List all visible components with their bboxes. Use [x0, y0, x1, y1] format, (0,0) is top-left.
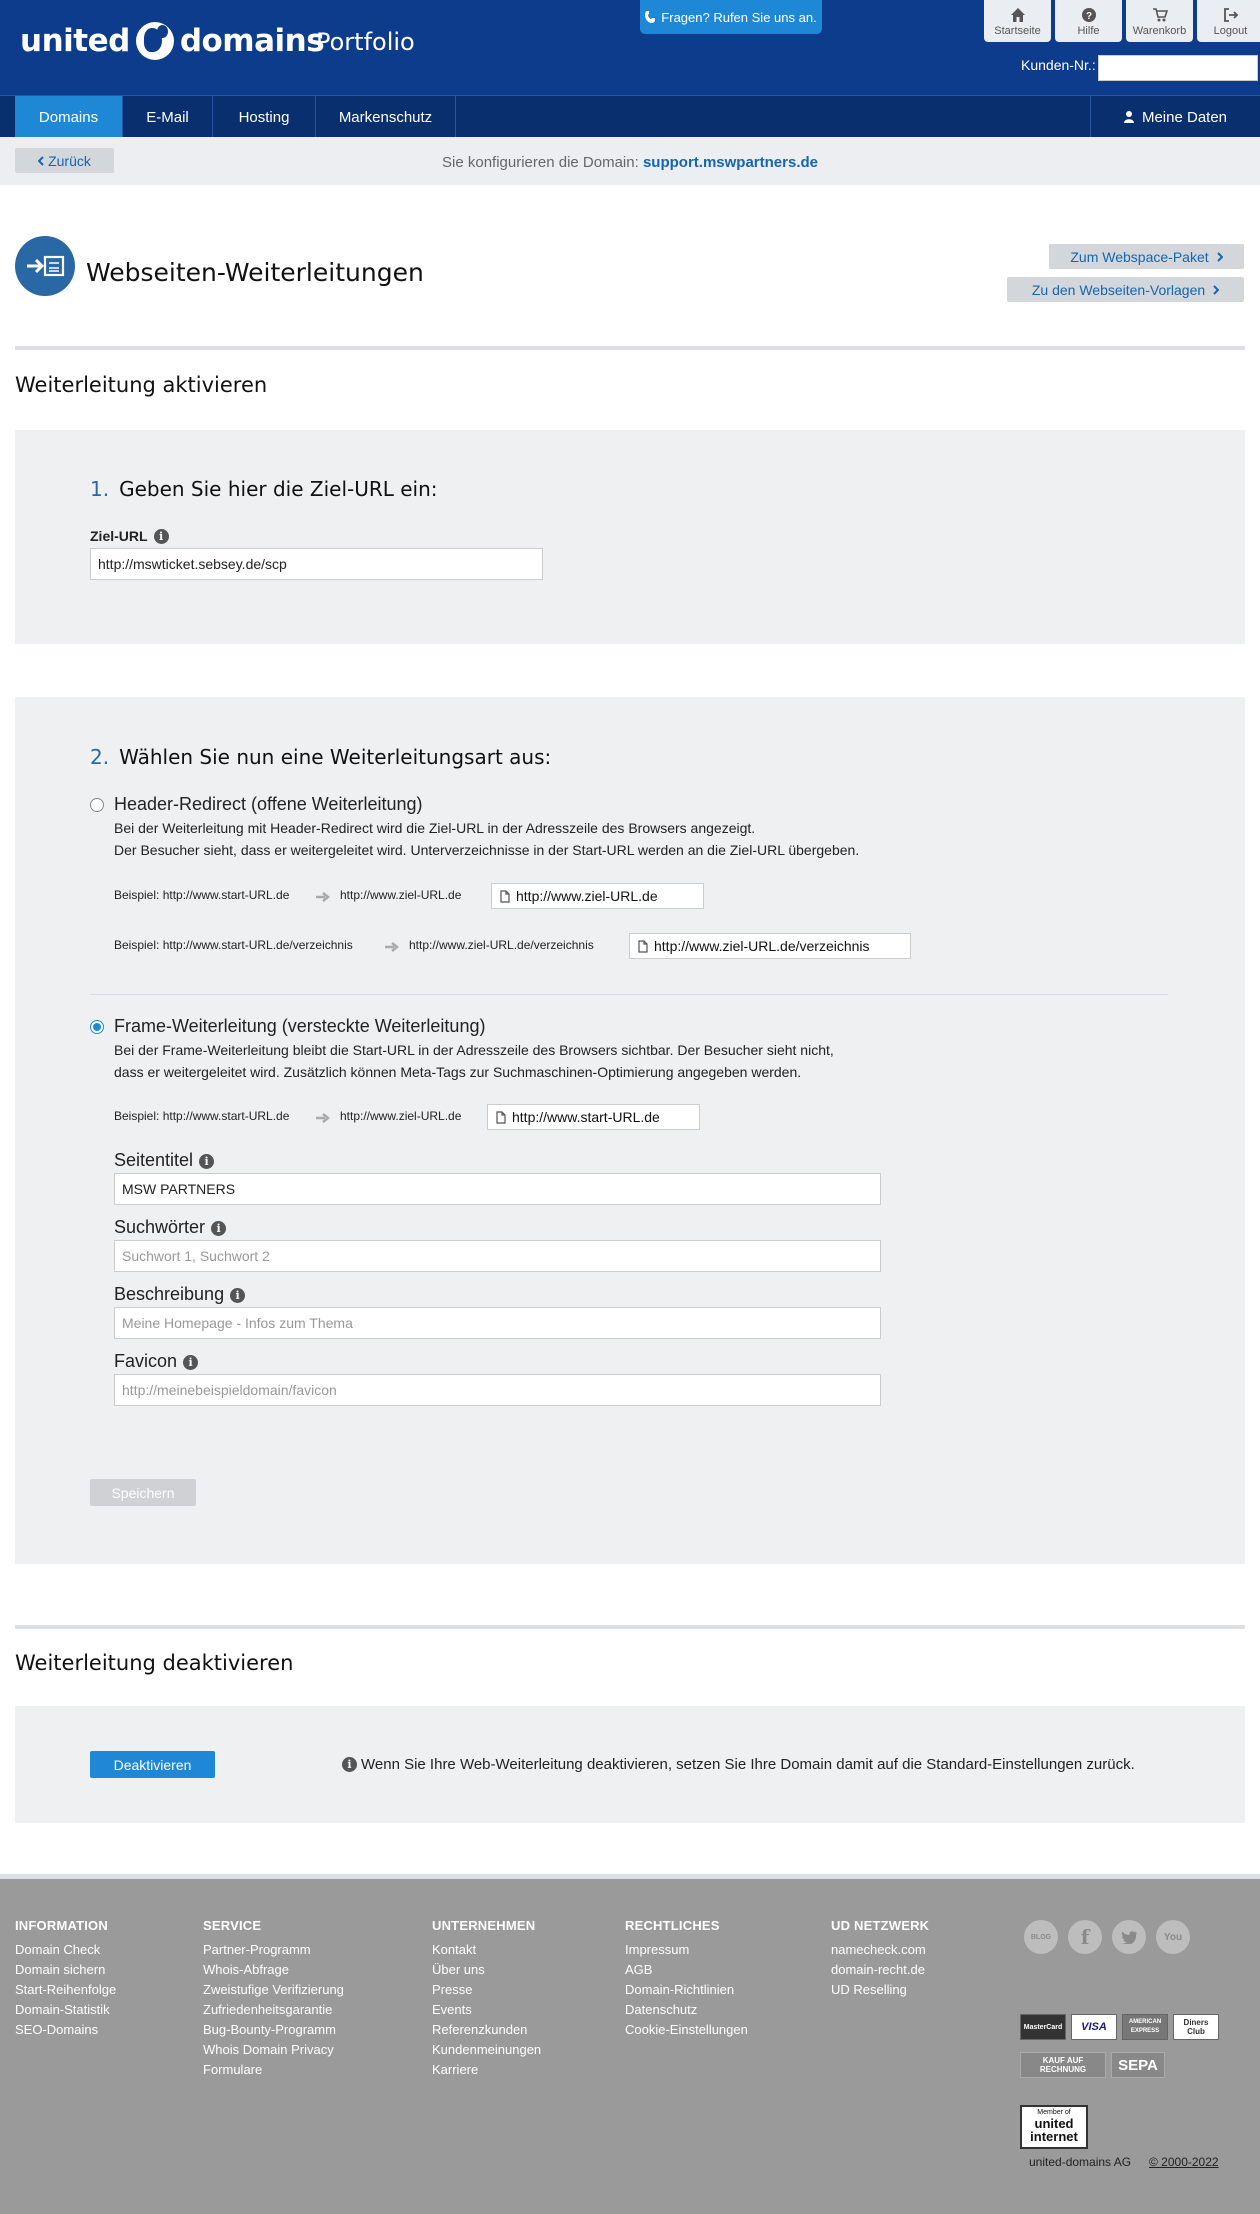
example2-url-text: http://www.ziel-URL.de/verzeichnis [654, 938, 870, 954]
webseiten-vorlagen-button[interactable] [1007, 277, 1244, 302]
deactivate-button[interactable]: Deaktivieren [90, 1751, 215, 1778]
separator [90, 994, 1168, 995]
suchwoerter-input[interactable]: Suchwort 1, Suchwort 2 [114, 1240, 881, 1272]
sepa-icon: SEPA [1111, 2052, 1165, 2078]
amex-icon: AMERICAN EXPRESS [1122, 2014, 1168, 2040]
footer-link[interactable]: Domain-Statistik [15, 2002, 110, 2017]
twitter-icon[interactable] [1112, 1920, 1146, 1954]
logo-text-right: domains [179, 23, 325, 59]
beschreibung-label [114, 1284, 245, 1305]
footer-link[interactable]: Presse [432, 1982, 473, 1997]
startseite-link[interactable] [984, 0, 1051, 42]
step2-title [90, 745, 551, 769]
seitentitel-input[interactable]: MSW PARTNERS [114, 1173, 881, 1205]
example1-start: Beispiel: http://www.start-URL.de [114, 888, 290, 902]
beschreibung-input[interactable]: Meine Homepage - Infos zum Thema [114, 1307, 881, 1339]
logout-link[interactable] [1197, 0, 1260, 42]
info-icon[interactable]: i [154, 529, 169, 544]
footer-information [15, 1918, 116, 2040]
step2-number: 2. [90, 745, 110, 769]
file-icon [638, 940, 648, 953]
hilfe-label: Hilfe [1077, 25, 1100, 37]
footer-heading: RECHTLICHES [625, 1918, 720, 1933]
frame-redirect-desc-line2: dass er weitergeleitet wird. Zusätzlich können Meta-Tags zur Suchmaschinen-Optimierung angegeben werden. [114, 1064, 802, 1080]
ziel-url-label [90, 528, 169, 544]
blog-icon[interactable]: BLOG [1024, 1920, 1058, 1954]
hilfe-link[interactable] [1055, 0, 1122, 42]
file-icon [500, 890, 510, 903]
footer-link[interactable]: Zufriedenheitsgarantie [203, 2002, 333, 2017]
footer-link[interactable]: Domain sichern [15, 1962, 106, 1977]
frame-redirect-radio[interactable] [90, 1020, 104, 1034]
invoice-icon: KAUF AUF RECHNUNG [1020, 2052, 1106, 2078]
seitentitel-label [114, 1150, 214, 1171]
footer-link[interactable]: Domain Check [15, 1942, 101, 1957]
footer-link[interactable]: Datenschutz [625, 2002, 698, 2017]
nav-domains[interactable]: Domains [15, 96, 123, 138]
step1-number: 1. [90, 477, 110, 501]
call-us-label: Fragen? Rufen Sie uns an. [661, 9, 817, 25]
webspace-paket-label: Zum Webspace-Paket [1070, 248, 1209, 265]
chevron-right-icon [1217, 252, 1223, 262]
step1-title [90, 477, 438, 501]
file-icon [496, 1111, 506, 1124]
footer-link[interactable]: Partner-Programm [203, 1942, 311, 1957]
domain-name[interactable]: support.mswpartners.de [642, 154, 818, 171]
nav-email[interactable]: E-Mail [123, 96, 213, 138]
suchwoerter-label-text: Suchwörter [114, 1217, 206, 1237]
footer-link[interactable]: Start-Reihenfolge [15, 1982, 117, 1997]
seitentitel-label-text: Seitentitel [114, 1150, 194, 1170]
deactivate-note [342, 1756, 1135, 1773]
activate-heading: Weiterleitung aktivieren [15, 373, 268, 397]
footer-link[interactable]: Karriere [432, 2062, 479, 2077]
kunden-nr-label: Kunden-Nr.: [1021, 57, 1096, 73]
favicon-input[interactable]: http://meinebeispieldomain/favicon [114, 1374, 881, 1406]
example3-start: Beispiel: http://www.start-URL.de [114, 1109, 290, 1123]
nav-meine-daten[interactable] [1090, 96, 1260, 138]
footer-link[interactable]: AGB [625, 1962, 653, 1977]
example3-url-text: http://www.start-URL.de [512, 1109, 660, 1125]
top-links [984, 0, 1260, 42]
header-redirect-desc-line2: Der Besucher sieht, dass er weitergeleitet wird. Unterverzeichnisse in der Start-URL werden an die Ziel-URL übergeben. [114, 842, 860, 858]
footer-link[interactable]: Kontakt [432, 1942, 477, 1957]
step1-text: Geben Sie hier die Ziel-URL ein: [119, 477, 438, 501]
divider [15, 1625, 1245, 1629]
info-icon[interactable]: i [199, 1154, 214, 1169]
config-info [0, 154, 1260, 171]
mastercard-icon: MasterCard [1020, 2014, 1066, 2040]
footer-unternehmen [432, 1918, 541, 2080]
logout-label: Logout [1213, 25, 1248, 37]
united-internet-logo [1020, 2105, 1088, 2149]
footer-link[interactable]: UD Reselling [831, 1982, 907, 1997]
footer-link[interactable]: Impressum [625, 1942, 690, 1957]
footer-link[interactable]: Domain-Richtlinien [625, 1982, 735, 1997]
arrow-right-icon [385, 942, 399, 952]
header-redirect-radio[interactable] [90, 798, 104, 812]
config-text: Sie konfigurieren die Domain: [442, 154, 639, 171]
example2-url-box [629, 933, 911, 959]
example3-target: http://www.ziel-URL.de [340, 1109, 462, 1123]
footer-link[interactable]: Whois Domain Privacy [203, 2042, 334, 2057]
warenkorb-label: Warenkorb [1132, 25, 1187, 37]
arrow-right-icon [316, 1113, 330, 1123]
info-icon[interactable]: i [211, 1221, 226, 1236]
member-of-text: Member of [1037, 2109, 1071, 2116]
company-name: united-domains AG [1029, 2155, 1132, 2169]
portfolio-label: Portfolio [316, 28, 415, 56]
phone-icon [645, 11, 655, 23]
footer-link[interactable]: SEO-Domains [15, 2022, 99, 2037]
facebook-icon[interactable]: f [1068, 1920, 1102, 1954]
header-redirect-desc [114, 817, 859, 861]
step2-text: Wählen Sie nun eine Weiterleitungsart aus: [119, 745, 552, 769]
example2-start: Beispiel: http://www.start-URL.de/verzeichnis [114, 938, 353, 952]
footer-link[interactable]: domain-recht.de [831, 1962, 925, 1977]
kunden-nr-input[interactable] [1098, 55, 1258, 81]
footer-heading: UD NETZWERK [831, 1918, 930, 1933]
logo-text-left: united [20, 23, 130, 59]
header-redirect-desc-line1: Bei der Weiterleitung mit Header-Redirect wird die Ziel-URL in der Adresszeile des Browsers angezeigt. [114, 820, 756, 836]
example3-url-box [487, 1104, 700, 1130]
call-us-button[interactable] [640, 0, 822, 34]
united-internet-text: united internet [1030, 2116, 1078, 2144]
frame-redirect-desc-line1: Bei der Frame-Weiterleitung bleibt die Start-URL in der Adresszeile des Browsers sichtbar. Der Besucher sieht nicht, [114, 1042, 834, 1058]
nav-markenschutz[interactable]: Markenschutz [316, 96, 456, 138]
webseiten-vorlagen-label: Zu den Webseiten-Vorlagen [1031, 281, 1206, 298]
frame-redirect-title: Frame-Weiterleitung (versteckte Weiterleitung) [114, 1016, 486, 1036]
logo[interactable] [20, 22, 324, 60]
home-icon [1010, 7, 1026, 23]
header-redirect-title: Header-Redirect (offene Weiterleitung) [114, 794, 423, 814]
warenkorb-link[interactable] [1126, 0, 1193, 42]
diners-icon: Diners Club [1173, 2014, 1219, 2040]
redirect-icon [15, 236, 75, 296]
chevron-right-icon [1213, 285, 1219, 295]
footer-link[interactable]: Über uns [432, 1962, 485, 1977]
footer-heading: UNTERNEHMEN [432, 1918, 536, 1933]
back-label: Zurück [48, 152, 91, 169]
ziel-url-input[interactable]: http://mswticket.sebsey.de/scp [90, 548, 543, 580]
save-button[interactable]: Speichern [90, 1479, 196, 1506]
footer-link[interactable]: Kundenmeinungen [432, 2042, 542, 2057]
footer-link[interactable]: Bug-Bounty-Programm [203, 2022, 336, 2037]
deactivate-note-text: Wenn Sie Ihre Web-Weiterleitung deaktivieren, setzen Sie Ihre Domain damit auf die Standard-Einstellungen zurück. [361, 1756, 1135, 1773]
startseite-label: Startseite [994, 25, 1041, 37]
suchwoerter-label [114, 1217, 226, 1238]
ziel-url-label-text: Ziel-URL [90, 528, 148, 544]
footer-link[interactable]: Events [432, 2002, 472, 2017]
copyright[interactable]: © 2000-2022 [1149, 2155, 1219, 2169]
footer-service [203, 1918, 344, 2080]
webspace-paket-button[interactable] [1049, 244, 1244, 269]
example2-target: http://www.ziel-URL.de/verzeichnis [409, 938, 594, 952]
footer-link[interactable]: Referenzkunden [432, 2022, 528, 2037]
visa-icon: VISA [1071, 2014, 1117, 2040]
frame-redirect-desc [114, 1039, 834, 1083]
logout-icon [1223, 7, 1239, 23]
info-icon[interactable]: i [183, 1355, 198, 1370]
footer-link[interactable]: Zweistufige Verifizierung [203, 1982, 344, 1997]
svg-text:?: ? [1085, 11, 1092, 22]
favicon-label-text: Favicon [114, 1351, 178, 1371]
meine-daten-label: Meine Daten [1141, 108, 1228, 126]
footer-link[interactable]: Formulare [203, 2062, 263, 2077]
footer-heading: INFORMATION [15, 1918, 108, 1933]
footer-link[interactable]: Cookie-Einstellungen [625, 2022, 748, 2037]
info-icon: i [342, 1757, 357, 1772]
footer-heading: SERVICE [203, 1918, 262, 1933]
info-icon[interactable]: i [230, 1288, 245, 1303]
example1-url-box [491, 883, 704, 909]
deactivate-heading: Weiterleitung deaktivieren [15, 1651, 294, 1675]
youtube-icon[interactable]: You [1156, 1920, 1190, 1954]
step1-panel [15, 430, 1245, 644]
user-icon [1124, 111, 1134, 123]
help-icon [1081, 7, 1097, 23]
example1-target: http://www.ziel-URL.de [340, 888, 462, 902]
footer-link[interactable]: namecheck.com [831, 1942, 926, 1957]
nav-hosting[interactable]: Hosting [213, 96, 316, 138]
arrow-right-icon [316, 892, 330, 902]
globe-icon [136, 22, 174, 60]
divider [15, 346, 1245, 350]
page-title: Webseiten-Weiterleitungen [86, 258, 424, 287]
favicon-label [114, 1351, 198, 1372]
main-nav [0, 95, 1260, 137]
footer-link[interactable]: Whois-Abfrage [203, 1962, 289, 1977]
example1-url-text: http://www.ziel-URL.de [516, 888, 658, 904]
beschreibung-label-text: Beschreibung [114, 1284, 225, 1304]
cart-icon [1152, 7, 1168, 23]
footer-netzwerk [831, 1918, 929, 2000]
footer-rechtliches [625, 1918, 748, 2040]
